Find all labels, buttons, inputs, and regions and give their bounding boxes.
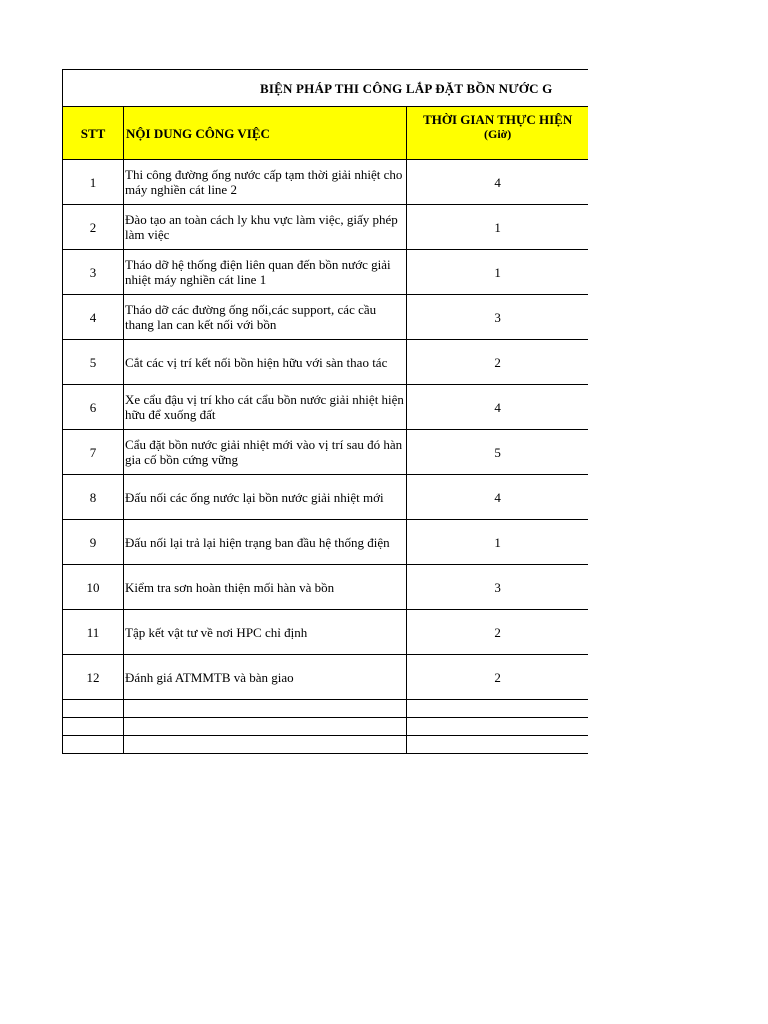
row-hours-cell: 5 [407,430,588,475]
empty-cell [407,700,588,718]
document-title: BIỆN PHÁP THI CÔNG LẮP ĐẶT BỒN NƯỚC G [63,70,589,107]
row-content-cell: Tháo dỡ hệ thống điện liên quan đến bồn nước giải nhiệt máy nghiền cát line 1 [124,250,407,295]
row-stt-cell: 7 [63,430,124,475]
row-content-cell: Đấu nối lại trả lại hiện trạng ban đầu hệ thống điện [124,520,407,565]
table-row [63,565,589,610]
table-row [63,160,589,205]
row-hours-cell: 2 [407,655,588,700]
row-content-cell: Thi công đường ống nước cấp tạm thời giải nhiệt cho máy nghiền cát line 2 [124,160,407,205]
empty-cell [63,700,124,718]
empty-cell [63,736,124,754]
table-row [63,385,589,430]
table-row [63,340,589,385]
header-content: NỘI DUNG CÔNG VIỆC [124,107,407,160]
empty-cell [124,736,407,754]
row-content-cell: Tập kết vật tư về nơi HPC chỉ định [124,610,407,655]
row-stt-cell: 8 [63,475,124,520]
row-content-cell: Tháo dỡ các đường ống nối,các support, các cầu thang lan can kết nối với bồn [124,295,407,340]
empty-row [63,736,589,754]
row-hours-cell: 3 [407,295,588,340]
row-stt-cell: 6 [63,385,124,430]
row-hours-cell: 3 [407,565,588,610]
empty-cell [407,718,588,736]
header-time [407,107,588,160]
header-time-unit: (Giờ) [484,127,512,141]
row-content-cell: Đấu nối các ống nước lại bồn nước giải nhiệt mới [124,475,407,520]
table-row [63,610,589,655]
row-content-cell: Đào tạo an toàn cách ly khu vực làm việc, giấy phép làm việc [124,205,407,250]
row-hours-cell: 2 [407,340,588,385]
row-stt-cell: 4 [63,295,124,340]
table-row [63,520,589,565]
empty-cell [124,700,407,718]
table-row [63,430,589,475]
row-content-cell: Cẩu đặt bồn nước giải nhiệt mới vào vị trí sau đó hàn gia cố bồn cứng vững [124,430,407,475]
empty-row [63,718,589,736]
row-hours-cell: 4 [407,475,588,520]
row-stt-cell: 9 [63,520,124,565]
empty-cell [124,718,407,736]
row-hours-cell: 1 [407,520,588,565]
table-row [63,475,589,520]
header-stt: STT [63,107,124,160]
spreadsheet-sheet [62,69,588,754]
row-hours-cell: 4 [407,160,588,205]
work-schedule-table [62,69,588,754]
row-stt-cell: 5 [63,340,124,385]
row-stt-cell: 12 [63,655,124,700]
header-time-label: THỜI GIAN THỰC HIỆN [423,112,573,127]
row-stt-cell: 2 [63,205,124,250]
empty-cell [63,718,124,736]
row-stt-cell: 11 [63,610,124,655]
table-row [63,205,589,250]
table-row [63,250,589,295]
row-stt-cell: 10 [63,565,124,610]
row-hours-cell: 2 [407,610,588,655]
empty-row [63,700,589,718]
row-stt-cell: 1 [63,160,124,205]
empty-cell [407,736,588,754]
row-content-cell: Đánh giá ATMMTB và bàn giao [124,655,407,700]
row-content-cell: Kiểm tra sơn hoàn thiện mối hàn và bồn [124,565,407,610]
row-hours-cell: 1 [407,250,588,295]
title-row [63,70,589,107]
row-content-cell: Cắt các vị trí kết nối bồn hiện hữu với sàn thao tác [124,340,407,385]
header-row [63,107,589,160]
row-stt-cell: 3 [63,250,124,295]
table-row [63,655,589,700]
row-hours-cell: 4 [407,385,588,430]
table-row [63,295,589,340]
row-content-cell: Xe cẩu đậu vị trí kho cát cẩu bồn nước giải nhiệt hiện hữu để xuống đất [124,385,407,430]
row-hours-cell: 1 [407,205,588,250]
